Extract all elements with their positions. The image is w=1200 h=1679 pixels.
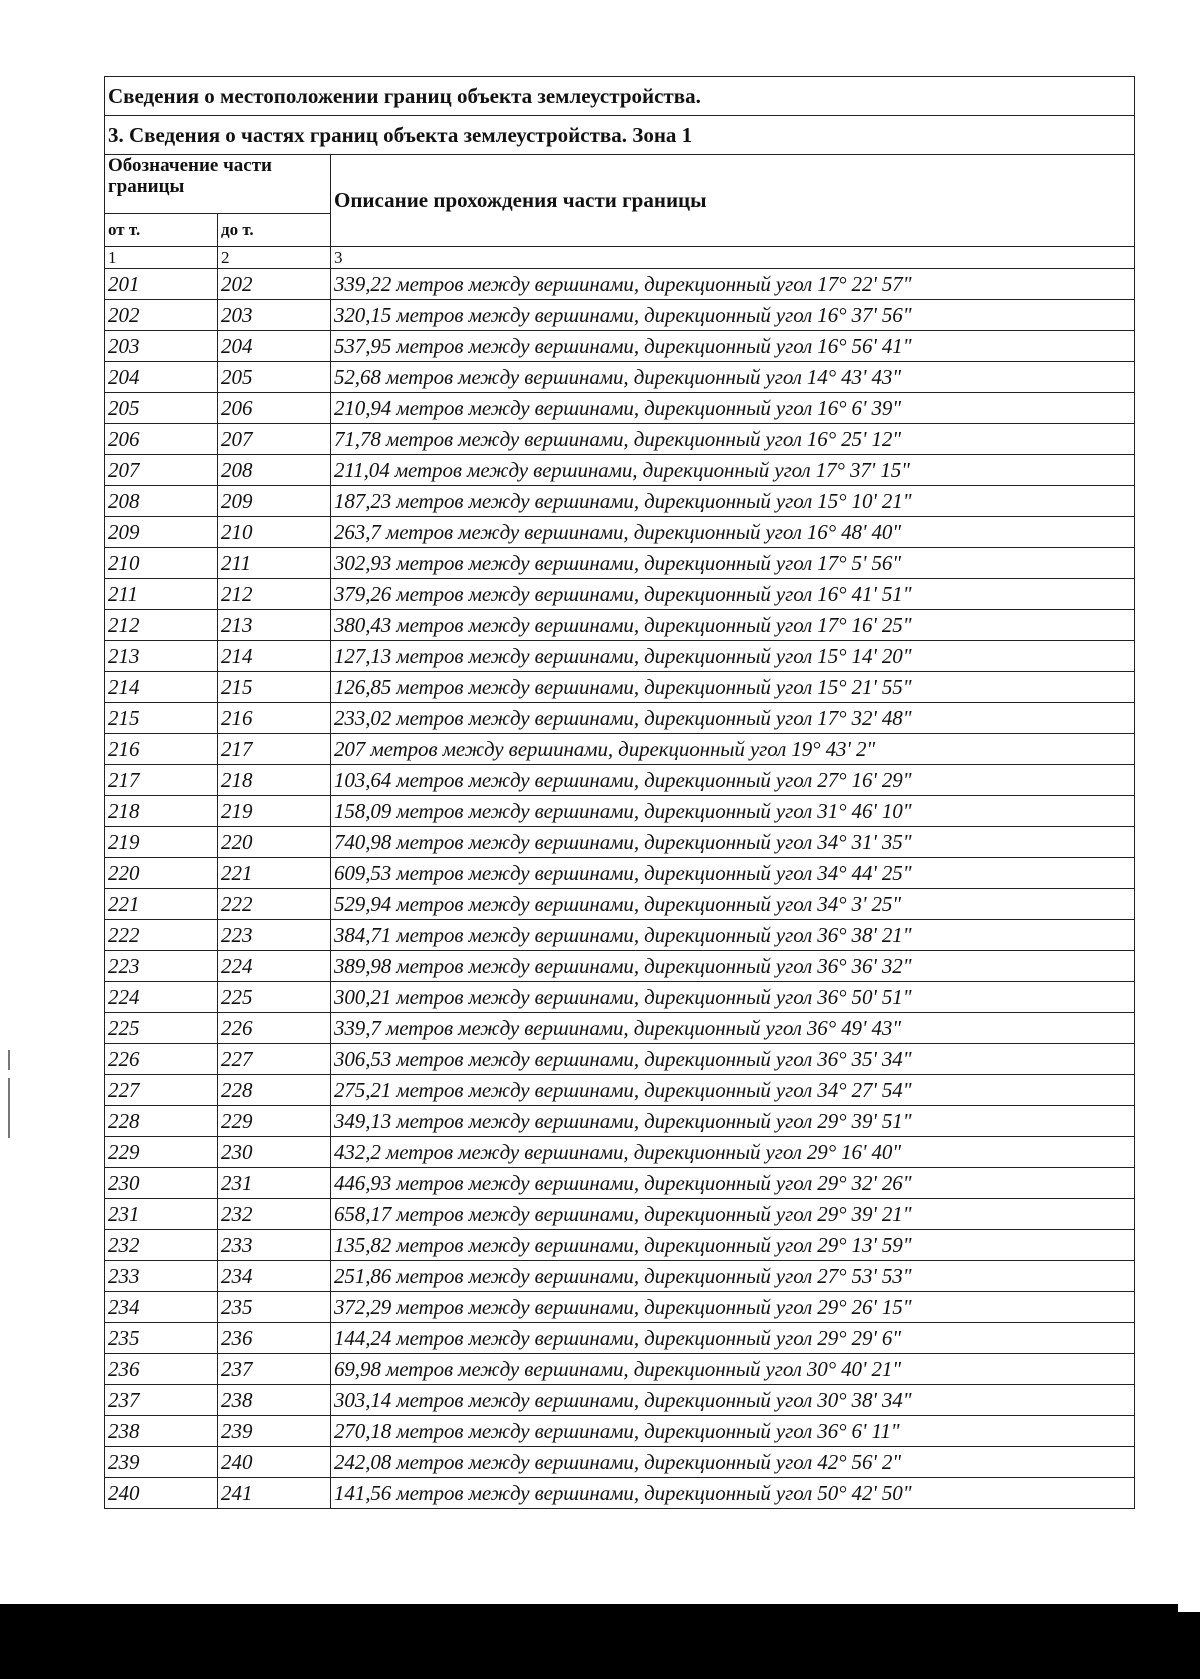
to-header: до т. [218, 214, 331, 247]
from-point-cell: 236 [105, 1354, 218, 1385]
to-point-cell: 234 [218, 1261, 331, 1292]
table-row [105, 362, 1135, 393]
from-point-cell: 220 [105, 858, 218, 889]
from-point-cell: 226 [105, 1044, 218, 1075]
from-point-cell: 209 [105, 517, 218, 548]
to-point-cell: 229 [218, 1106, 331, 1137]
to-point-cell: 236 [218, 1323, 331, 1354]
to-point-cell: 212 [218, 579, 331, 610]
table-row [105, 1075, 1135, 1106]
table-row [105, 765, 1135, 796]
description-cell: 242,08 метров между вершинами, дирекционный угол 42° 56' 2" [331, 1447, 1135, 1478]
description-cell: 432,2 метров между вершинами, дирекционный угол 29° 16' 40" [331, 1137, 1135, 1168]
section-title: 3. Сведения о частях границ объекта землеустройства. Зона 1 [105, 116, 1135, 155]
description-cell: 135,82 метров между вершинами, дирекционный угол 29° 13' 59" [331, 1230, 1135, 1261]
description-cell: 384,71 метров между вершинами, дирекционный угол 36° 38' 21" [331, 920, 1135, 951]
to-point-cell: 202 [218, 269, 331, 300]
table-row [105, 1323, 1135, 1354]
description-cell: 275,21 метров между вершинами, дирекционный угол 34° 27' 54" [331, 1075, 1135, 1106]
table-row [105, 1230, 1135, 1261]
from-point-cell: 201 [105, 269, 218, 300]
from-point-cell: 231 [105, 1199, 218, 1230]
description-cell: 339,22 метров между вершинами, дирекционный угол 17° 22' 57" [331, 269, 1135, 300]
table-row [105, 269, 1135, 300]
table-row [105, 393, 1135, 424]
from-point-cell: 223 [105, 951, 218, 982]
to-point-cell: 226 [218, 1013, 331, 1044]
table-row [105, 889, 1135, 920]
to-point-cell: 232 [218, 1199, 331, 1230]
description-cell: 303,14 метров между вершинами, дирекционный угол 30° 38' 34" [331, 1385, 1135, 1416]
description-cell: 127,13 метров между вершинами, дирекционный угол 15° 14' 20" [331, 641, 1135, 672]
description-cell: 658,17 метров между вершинами, дирекционный угол 29° 39' 21" [331, 1199, 1135, 1230]
table-row [105, 610, 1135, 641]
table-row [105, 1137, 1135, 1168]
table-row [105, 1416, 1135, 1447]
from-point-cell: 211 [105, 579, 218, 610]
table-row [105, 1478, 1135, 1509]
from-point-cell: 225 [105, 1013, 218, 1044]
from-point-cell: 222 [105, 920, 218, 951]
table-row [105, 827, 1135, 858]
from-point-cell: 218 [105, 796, 218, 827]
description-cell: 389,98 метров между вершинами, дирекционный угол 36° 36' 32" [331, 951, 1135, 982]
to-point-cell: 214 [218, 641, 331, 672]
from-point-cell: 229 [105, 1137, 218, 1168]
column-number: 2 [218, 247, 331, 269]
description-cell: 609,53 метров между вершинами, дирекционный угол 34° 44' 25" [331, 858, 1135, 889]
description-cell: 270,18 метров между вершинами, дирекционный угол 36° 6' 11" [331, 1416, 1135, 1447]
from-point-cell: 208 [105, 486, 218, 517]
table-row [105, 331, 1135, 362]
table-row [105, 672, 1135, 703]
description-cell: 306,53 метров между вершинами, дирекционный угол 36° 35' 34" [331, 1044, 1135, 1075]
column-number: 1 [105, 247, 218, 269]
to-point-cell: 239 [218, 1416, 331, 1447]
description-cell: 446,93 метров между вершинами, дирекционный угол 29° 32' 26" [331, 1168, 1135, 1199]
to-point-cell: 218 [218, 765, 331, 796]
table-row [105, 982, 1135, 1013]
to-point-cell: 215 [218, 672, 331, 703]
to-point-cell: 204 [218, 331, 331, 362]
table-row [105, 548, 1135, 579]
to-point-cell: 235 [218, 1292, 331, 1323]
to-point-cell: 217 [218, 734, 331, 765]
description-cell: 52,68 метров между вершинами, дирекционный угол 14° 43' 43" [331, 362, 1135, 393]
from-point-cell: 239 [105, 1447, 218, 1478]
description-cell: 300,21 метров между вершинами, дирекционный угол 36° 50' 51" [331, 982, 1135, 1013]
table-row [105, 1106, 1135, 1137]
from-point-cell: 224 [105, 982, 218, 1013]
from-point-cell: 235 [105, 1323, 218, 1354]
boundary-table [104, 76, 1135, 1509]
description-cell: 69,98 метров между вершинами, дирекционный угол 30° 40' 21" [331, 1354, 1135, 1385]
document-title: Сведения о местоположении границ объекта землеустройства. [105, 77, 1135, 116]
scan-artifact [8, 1050, 10, 1070]
description-cell: 103,64 метров между вершинами, дирекционный угол 27° 16' 29" [331, 765, 1135, 796]
table-row [105, 1044, 1135, 1075]
to-point-cell: 211 [218, 548, 331, 579]
scan-black-border [1178, 1612, 1200, 1679]
to-point-cell: 225 [218, 982, 331, 1013]
description-cell: 233,02 метров между вершинами, дирекционный угол 17° 32' 48" [331, 703, 1135, 734]
to-point-cell: 209 [218, 486, 331, 517]
description-cell: 379,26 метров между вершинами, дирекционный угол 16° 41' 51" [331, 579, 1135, 610]
table-row [105, 486, 1135, 517]
description-cell: 211,04 метров между вершинами, дирекционный угол 17° 37' 15" [331, 455, 1135, 486]
table-row [105, 703, 1135, 734]
from-point-cell: 232 [105, 1230, 218, 1261]
to-point-cell: 207 [218, 424, 331, 455]
from-point-cell: 238 [105, 1416, 218, 1447]
to-point-cell: 210 [218, 517, 331, 548]
description-cell: 187,23 метров между вершинами, дирекционный угол 15° 10' 21" [331, 486, 1135, 517]
table-row [105, 641, 1135, 672]
description-cell: 302,93 метров между вершинами, дирекционный угол 17° 5' 56" [331, 548, 1135, 579]
to-point-cell: 224 [218, 951, 331, 982]
description-cell: 144,24 метров между вершинами, дирекционный угол 29° 29' 6" [331, 1323, 1135, 1354]
description-cell: 339,7 метров между вершинами, дирекционный угол 36° 49' 43" [331, 1013, 1135, 1044]
to-point-cell: 241 [218, 1478, 331, 1509]
table-row [105, 1261, 1135, 1292]
description-cell: 537,95 метров между вершинами, дирекционный угол 16° 56' 41" [331, 331, 1135, 362]
description-cell: 126,85 метров между вершинами, дирекционный угол 15° 21' 55" [331, 672, 1135, 703]
column-number: 3 [331, 247, 1135, 269]
to-point-cell: 208 [218, 455, 331, 486]
from-point-cell: 233 [105, 1261, 218, 1292]
description-cell: 207 метров между вершинами, дирекционный угол 19° 43' 2" [331, 734, 1135, 765]
from-point-cell: 212 [105, 610, 218, 641]
table-row [105, 1292, 1135, 1323]
to-point-cell: 222 [218, 889, 331, 920]
from-point-cell: 203 [105, 331, 218, 362]
to-point-cell: 238 [218, 1385, 331, 1416]
table-row [105, 1385, 1135, 1416]
description-cell: 320,15 метров между вершинами, дирекционный угол 16° 37' 56" [331, 300, 1135, 331]
from-point-cell: 221 [105, 889, 218, 920]
from-point-cell: 206 [105, 424, 218, 455]
from-point-cell: 210 [105, 548, 218, 579]
to-point-cell: 219 [218, 796, 331, 827]
to-point-cell: 227 [218, 1044, 331, 1075]
table-row [105, 796, 1135, 827]
from-point-cell: 216 [105, 734, 218, 765]
to-point-cell: 206 [218, 393, 331, 424]
table-row [105, 951, 1135, 982]
table-row [105, 455, 1135, 486]
table-row [105, 858, 1135, 889]
description-cell: 380,43 метров между вершинами, дирекционный угол 17° 16' 25" [331, 610, 1135, 641]
from-point-cell: 227 [105, 1075, 218, 1106]
from-header: от т. [105, 214, 218, 247]
to-point-cell: 223 [218, 920, 331, 951]
to-point-cell: 237 [218, 1354, 331, 1385]
table-row [105, 1354, 1135, 1385]
to-point-cell: 231 [218, 1168, 331, 1199]
from-point-cell: 228 [105, 1106, 218, 1137]
to-point-cell: 203 [218, 300, 331, 331]
from-point-cell: 237 [105, 1385, 218, 1416]
table-row [105, 1199, 1135, 1230]
to-point-cell: 230 [218, 1137, 331, 1168]
from-point-cell: 230 [105, 1168, 218, 1199]
to-point-cell: 228 [218, 1075, 331, 1106]
table-row [105, 424, 1135, 455]
from-point-cell: 234 [105, 1292, 218, 1323]
from-point-cell: 213 [105, 641, 218, 672]
to-point-cell: 213 [218, 610, 331, 641]
to-point-cell: 221 [218, 858, 331, 889]
scan-black-border [0, 1604, 1178, 1679]
table-row [105, 734, 1135, 765]
scan-artifact [8, 1078, 10, 1138]
to-point-cell: 216 [218, 703, 331, 734]
table-row [105, 517, 1135, 548]
description-cell: 141,56 метров между вершинами, дирекционный угол 50° 42' 50" [331, 1478, 1135, 1509]
from-point-cell: 204 [105, 362, 218, 393]
table-row [105, 920, 1135, 951]
table-row [105, 300, 1135, 331]
from-point-cell: 219 [105, 827, 218, 858]
table-row [105, 579, 1135, 610]
from-point-cell: 217 [105, 765, 218, 796]
description-cell: 263,7 метров между вершинами, дирекционный угол 16° 48' 40" [331, 517, 1135, 548]
from-point-cell: 205 [105, 393, 218, 424]
from-point-cell: 214 [105, 672, 218, 703]
to-point-cell: 220 [218, 827, 331, 858]
description-cell: 740,98 метров между вершинами, дирекционный угол 34° 31' 35" [331, 827, 1135, 858]
description-cell: 529,94 метров между вершинами, дирекционный угол 34° 3' 25" [331, 889, 1135, 920]
table-row [105, 1168, 1135, 1199]
to-point-cell: 240 [218, 1447, 331, 1478]
from-point-cell: 215 [105, 703, 218, 734]
description-cell: 71,78 метров между вершинами, дирекционный угол 16° 25' 12" [331, 424, 1135, 455]
description-header: Описание прохождения части границы [331, 155, 1135, 247]
designation-header: Обозначение части границы [105, 155, 331, 214]
description-cell: 372,29 метров между вершинами, дирекционный угол 29° 26' 15" [331, 1292, 1135, 1323]
table-row [105, 1013, 1135, 1044]
from-point-cell: 207 [105, 455, 218, 486]
description-cell: 158,09 метров между вершинами, дирекционный угол 31° 46' 10" [331, 796, 1135, 827]
to-point-cell: 233 [218, 1230, 331, 1261]
description-cell: 210,94 метров между вершинами, дирекционный угол 16° 6' 39" [331, 393, 1135, 424]
from-point-cell: 240 [105, 1478, 218, 1509]
table-row [105, 1447, 1135, 1478]
description-cell: 251,86 метров между вершинами, дирекционный угол 27° 53' 53" [331, 1261, 1135, 1292]
to-point-cell: 205 [218, 362, 331, 393]
description-cell: 349,13 метров между вершинами, дирекционный угол 29° 39' 51" [331, 1106, 1135, 1137]
from-point-cell: 202 [105, 300, 218, 331]
